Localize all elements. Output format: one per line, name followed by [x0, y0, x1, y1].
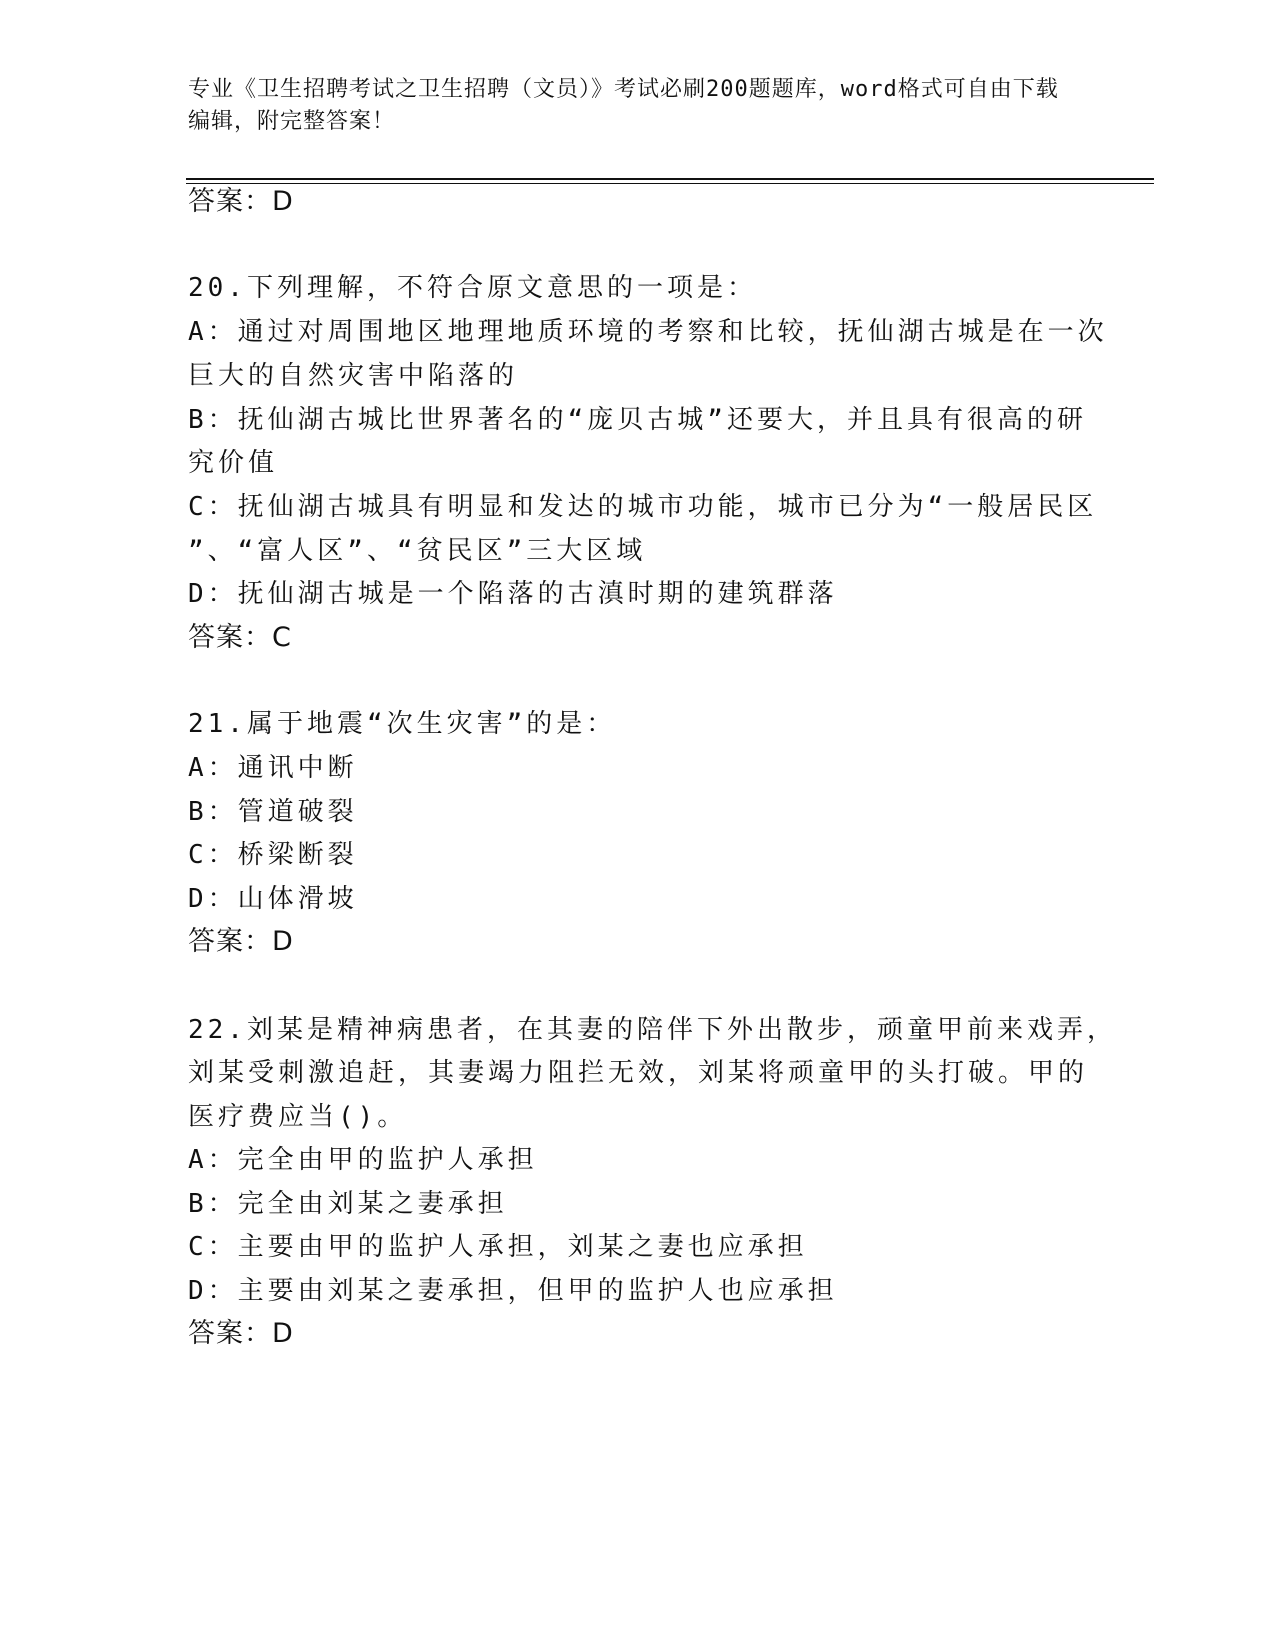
question-21-option-c: C：桥梁断裂: [188, 840, 358, 870]
question-22-option-b: B：完全由刘某之妻承担: [188, 1189, 508, 1219]
answer-q21: 答案：D: [188, 926, 294, 957]
question-21-stem: 21.属于地震“次生灾害”的是：: [188, 709, 617, 739]
question-20-option-b-cont: 究价值: [188, 448, 279, 478]
question-22-option-d: D：主要由刘某之妻承担，但甲的监护人也应承担: [188, 1276, 838, 1306]
question-20-option-d: D：抚仙湖古城是一个陷落的古滇时期的建筑群落: [188, 579, 838, 609]
document-header-description: 专业《卫生招聘考试之卫生招聘（文员）》考试必刷200题题库，word格式可自由下载编辑，附完整答案！: [188, 77, 1059, 134]
question-22-stem-cont-1: 刘某受刺激追赶，其妻竭力阻拦无效，刘某将顽童甲的头打破。甲的: [188, 1058, 1089, 1088]
question-21-option-d: D：山体滑坡: [188, 884, 358, 914]
question-21-option-b: B：管道破裂: [188, 797, 358, 827]
question-20-option-c: C：抚仙湖古城具有明显和发达的城市功能，城市已分为“一般居民区: [188, 492, 1098, 522]
question-22-stem-cont-2: 医疗费应当()。: [188, 1102, 408, 1132]
question-22-option-c: C：主要由甲的监护人承担，刘某之妻也应承担: [188, 1232, 808, 1262]
question-20-option-b: B：抚仙湖古城比世界著名的“庞贝古城”还要大，并且具有很高的研: [188, 405, 1087, 435]
question-21-option-a: A：通讯中断: [188, 753, 358, 783]
question-20-option-c-cont: ”、“富人区”、“贫民区”三大区域: [188, 536, 647, 566]
question-20-option-a: A：通过对周围地区地理地质环境的考察和比较，抚仙湖古城是在一次: [188, 317, 1108, 347]
header-divider-thin: [186, 183, 1154, 184]
question-20-stem: 20.下列理解，不符合原文意思的一项是：: [188, 273, 757, 303]
header-divider-thick: [186, 178, 1154, 180]
answer-q20: 答案：C: [188, 622, 292, 653]
question-22-option-a: A：完全由甲的监护人承担: [188, 1145, 538, 1175]
answer-q22: 答案：D: [188, 1318, 294, 1349]
question-22-stem: 22.刘某是精神病患者，在其妻的陪伴下外出散步，顽童甲前来戏弄，: [188, 1015, 1117, 1045]
answer-q19: 答案：D: [188, 186, 294, 217]
question-20-option-a-cont: 巨大的自然灾害中陷落的: [188, 361, 519, 391]
